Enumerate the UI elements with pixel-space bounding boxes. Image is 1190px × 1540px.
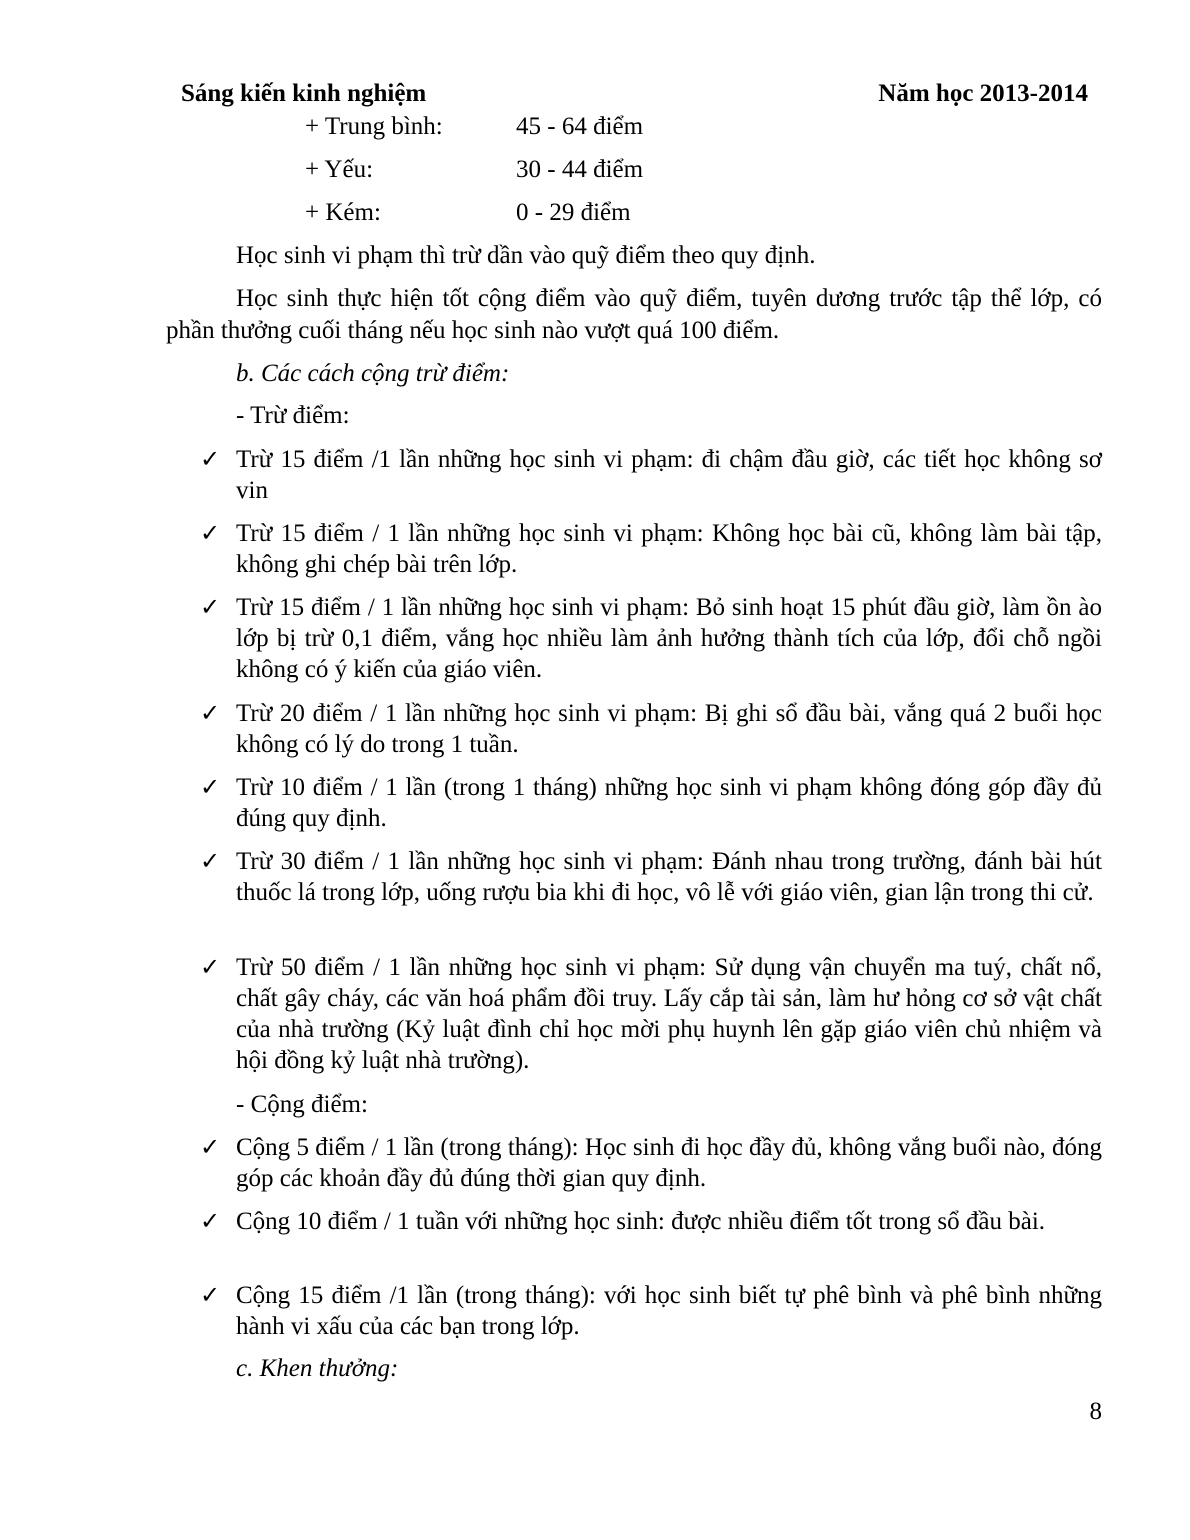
deduct-item: Trừ 15 điểm /1 lần những học sinh vi phạm: đi chậm đầu giờ, các tiết học không sơ vin xyxy=(236,446,1102,504)
checkmark-icon: ✓ xyxy=(200,593,221,621)
add-heading: - Cộng điểm: xyxy=(236,1091,368,1118)
checkmark-icon: ✓ xyxy=(200,699,221,727)
deduct-item: Trừ 15 điểm / 1 lần những học sinh vi phạm: Không học bài cũ, không làm bài tập, không ghi chép bài trên lớp. xyxy=(236,520,1102,578)
section-b-heading: b. Các cách cộng trừ điểm: xyxy=(236,360,510,387)
scale-value: 45 - 64 điểm xyxy=(516,113,644,140)
checkmark-icon: ✓ xyxy=(200,773,221,801)
deduct-item: Trừ 20 điểm / 1 lần những học sinh vi phạm: Bị ghi sổ đầu bài, vắng quá 2 buổi học không có lý do trong 1 tuần. xyxy=(236,700,1102,758)
section-c-heading: c. Khen thưởng: xyxy=(236,1355,399,1382)
add-item: Cộng 10 điểm / 1 tuần với những học sinh: được nhiều điểm tốt trong sổ đầu bài. xyxy=(236,1208,1046,1235)
add-item: Cộng 5 điểm / 1 lần (trong tháng): Học sinh đi học đầy đủ, không vắng buổi nào, đóng góp các khoản đầy đủ đúng thời gian quy định. xyxy=(236,1134,1102,1192)
scale-value: 0 - 29 điểm xyxy=(516,199,631,226)
header-title: Sáng kiến kinh nghiệm xyxy=(181,80,427,107)
checkmark-icon: ✓ xyxy=(200,953,221,981)
checkmark-icon: ✓ xyxy=(200,1207,221,1235)
checkmark-icon: ✓ xyxy=(200,445,221,473)
page-number: 8 xyxy=(1089,1398,1102,1425)
deduct-item: Trừ 50 điểm / 1 lần những học sinh vi phạm: Sử dụng vận chuyển ma tuý, chất nổ, chất gây cháy, các văn hoá phẩm đồi truy. Lấy cắp tài sản, làm hư hỏng cơ sở vật chất của nhà trường (Kỷ luật đình chỉ học mời phụ huynh lên gặp giáo viên chủ nhiệm và hội đồng kỷ luật nhà trường). xyxy=(236,954,1102,1074)
header-school-year: Năm học 2013-2014 xyxy=(878,80,1088,107)
scale-label: + Yếu: xyxy=(305,156,374,183)
scale-label: + Kém: xyxy=(305,199,381,226)
deduct-item: Trừ 10 điểm / 1 lần (trong 1 tháng) những học sinh vi phạm không đóng góp đầy đủ đúng quy định. xyxy=(236,774,1102,832)
paragraph-reward-rule: Học sinh thực hiện tốt cộng điểm vào quỹ điểm, tuyên dương trước tập thể lớp, có phần thưởng cuối tháng nếu học sinh nào vượt quá 100 điểm. xyxy=(166,285,1102,344)
checkmark-icon: ✓ xyxy=(200,847,221,875)
scale-label: + Trung bình: xyxy=(305,113,443,140)
checkmark-icon: ✓ xyxy=(200,519,221,547)
deduct-item: Trừ 30 điểm / 1 lần những học sinh vi phạm: Đánh nhau trong trường, đánh bài hút thuốc lá trong lớp, uống rượu bia khi đi học, vô lễ với giáo viên, gian lận trong thi cử. xyxy=(236,848,1102,906)
add-item: Cộng 15 điểm /1 lần (trong tháng): với học sinh biết tự phê bình và phê bình những hành vi xấu của các bạn trong lớp. xyxy=(236,1282,1102,1340)
checkmark-icon: ✓ xyxy=(200,1281,221,1309)
deduct-heading: - Trừ điểm: xyxy=(236,402,350,429)
deduct-item: Trừ 15 điểm / 1 lần những học sinh vi phạm: Bỏ sinh hoạt 15 phút đầu giờ, làm ồn ào lớp bị trừ 0,1 điểm, vắng học nhiều làm ảnh hưởng thành tích của lớp, đổi chỗ ngồi không có ý kiến của giáo viên. xyxy=(236,594,1102,683)
paragraph-deduction-rule: Học sinh vi phạm thì trừ dần vào quỹ điểm theo quy định. xyxy=(236,242,816,269)
checkmark-icon: ✓ xyxy=(200,1133,221,1161)
scale-value: 30 - 44 điểm xyxy=(516,156,644,183)
